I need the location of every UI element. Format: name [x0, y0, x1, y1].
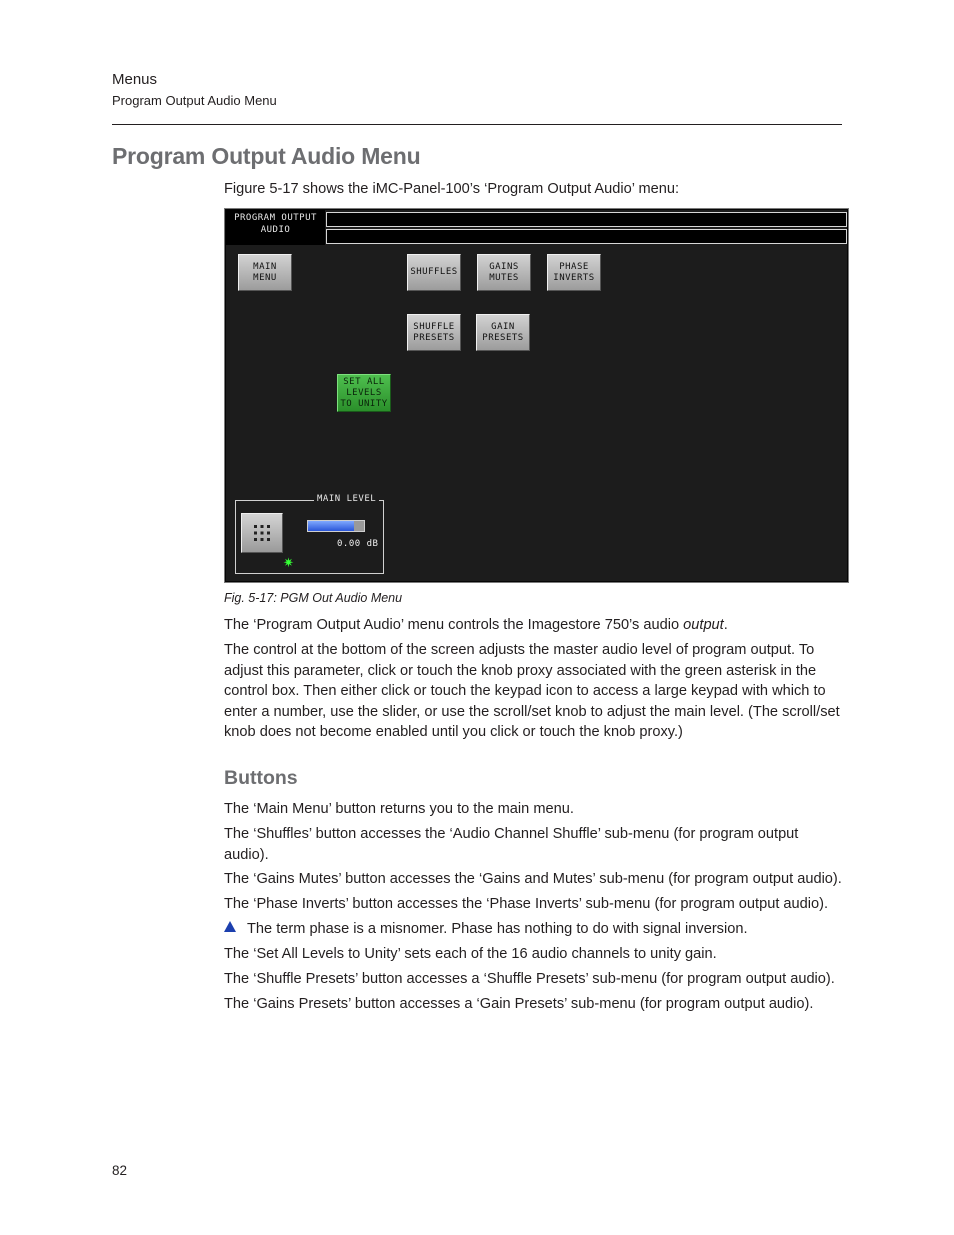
page-title: Program Output Audio Menu	[112, 143, 421, 169]
p1-text: The ‘Program Output Audio’ menu controls the Imagestore 750’s audio	[224, 617, 684, 633]
running-header-subsection: Program Output Audio Menu	[112, 93, 277, 108]
phase-inverts-button[interactable]: PHASE INVERTS	[547, 254, 601, 291]
message-line-2	[326, 229, 847, 244]
shuffle-presets-button[interactable]: SHUFFLE PRESETS	[407, 314, 461, 351]
knob-proxy-asterisk[interactable]: ✷	[283, 555, 294, 570]
gains-mutes-button[interactable]: GAINS MUTES	[477, 254, 531, 291]
paragraph-output	[224, 615, 842, 636]
set-all-levels-button[interactable]: SET ALL LEVELS TO UNITY	[337, 374, 391, 412]
menu-title-text: PROGRAM OUTPUT AUDIO	[234, 213, 317, 235]
intro-paragraph: Figure 5-17 shows the iMC-Panel-100’s ‘Program Output Audio’ menu:	[224, 181, 680, 197]
list-item: The ‘Main Menu’ button returns you to the main menu.	[224, 801, 574, 817]
menu-title	[226, 210, 325, 245]
message-line-1	[326, 212, 847, 227]
list-item: The ‘Shuffle Presets’ button accesses a ‘Shuffle Presets’ sub-menu (for program output audio).	[224, 971, 835, 987]
menu-screenshot	[224, 208, 849, 583]
main-level-value: 0.00 dB	[337, 539, 379, 549]
list-item: The ‘Shuffles’ button accesses the ‘Audio Channel Shuffle’ sub-menu (for program output audio).	[224, 826, 799, 863]
p1-italic: output	[683, 617, 724, 633]
keypad-button[interactable]	[241, 513, 283, 553]
running-header-section: Menus	[112, 71, 158, 88]
paragraph-control-description: The control at the bottom of the screen adjusts the master audio level of program output. To adjust this parameter, click or touch the knob proxy associated with the green asterisk in the control box. Then either click or touch the keypad icon to access a large keypad with which to enter a number, use the slider, or use the scroll/set knob to adjust the main level. (The scroll/set knob does not become enabled until you click or touch the knob proxy.)	[224, 642, 840, 740]
shuffles-button[interactable]: SHUFFLES	[407, 254, 461, 291]
note-text: The term phase is a misnomer. Phase has nothing to do with signal inversion.	[247, 921, 748, 937]
warning-triangle-icon	[224, 921, 236, 932]
main-level-fill	[308, 521, 354, 531]
gain-presets-button[interactable]: GAIN PRESETS	[476, 314, 530, 351]
buttons-heading: Buttons	[224, 767, 298, 789]
page-number: 82	[112, 1163, 128, 1178]
main-level-control-box	[235, 494, 384, 574]
p1-end: .	[723, 617, 728, 633]
list-item: The ‘Gains Presets’ button accesses a ‘Gain Presets’ sub-menu (for program output audio).	[224, 996, 814, 1012]
main-menu-button[interactable]: MAIN MENU	[238, 254, 292, 291]
list-item: The ‘Set All Levels to Unity’ sets each of the 16 audio channels to unity gain.	[224, 946, 717, 962]
main-level-label: MAIN LEVEL	[314, 494, 379, 504]
main-level-slider[interactable]	[307, 520, 365, 532]
list-item: The ‘Gains Mutes’ button accesses the ‘Gains and Mutes’ sub-menu (for program output audio).	[224, 871, 842, 887]
figure-caption: Fig. 5-17: PGM Out Audio Menu	[224, 591, 403, 605]
list-item: The ‘Phase Inverts’ button accesses the ‘Phase Inverts’ sub-menu (for program output audio).	[224, 896, 829, 912]
header-rule	[112, 124, 842, 125]
keypad-icon	[252, 523, 272, 543]
